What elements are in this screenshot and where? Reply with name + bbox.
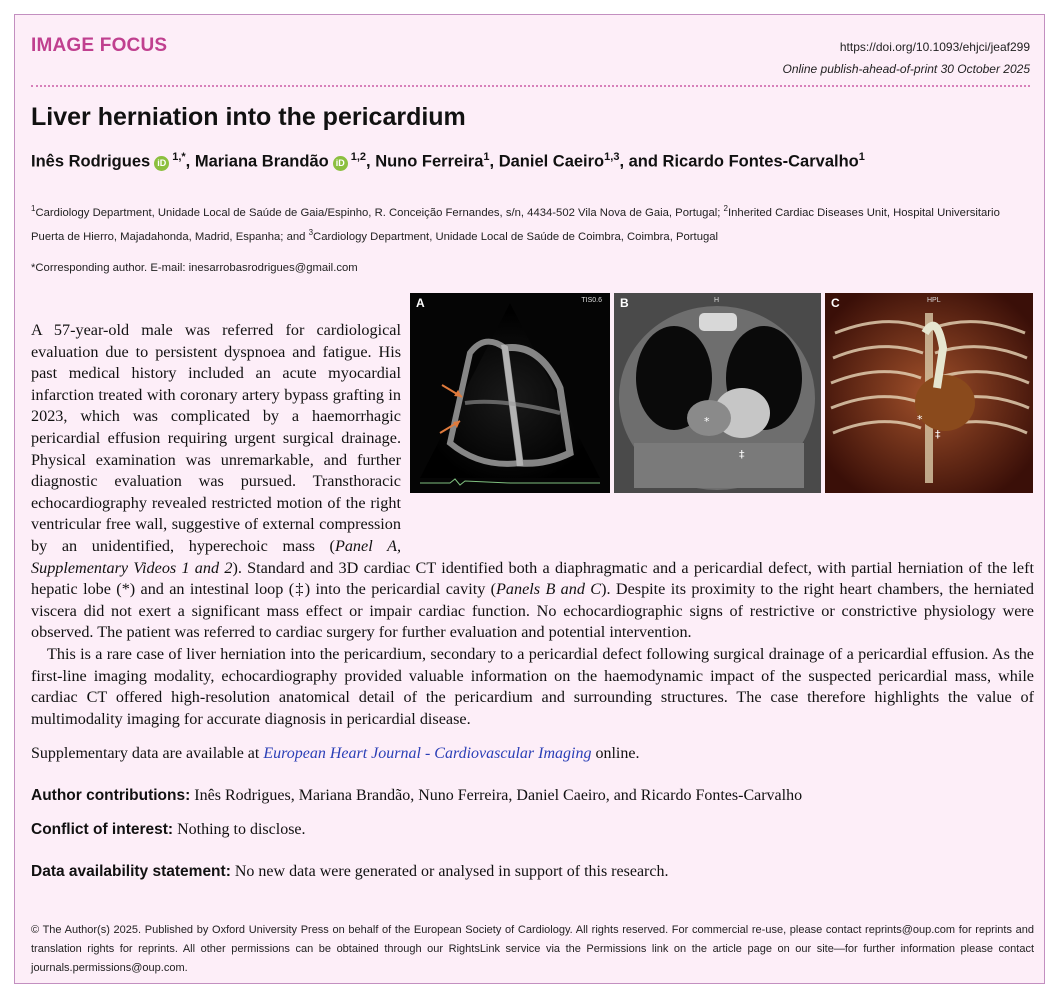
copyright-notice: © The Author(s) 2025. Published by Oxford University Press on behalf of the European Society of Cardiology. All rights reserved. For commercial re-use, please contact reprints@oup.com for reprints and translation rights for reprints. All other permissions can be obtained through our RightsLink service via the Permissions link on the article page on our site—for further information please contact journals.permissions@oup.com. bbox=[31, 924, 1034, 974]
author-name[interactable]: Nuno Ferreira bbox=[375, 152, 484, 171]
panel-letter: C bbox=[831, 296, 840, 310]
orcid-icon[interactable]: iD bbox=[333, 156, 348, 171]
author-list: Inês Rodrigues iD $^{1,*}$, Mariana Brandão iD $^{1,2}$, Nuno Ferreira$^1$, Daniel Caeiro$^{1,3}$, and Ricardo Fontes-Carvalho$^1$ bbox=[31, 151, 865, 171]
panel-letter: B bbox=[620, 296, 629, 310]
author-affiliation-sup: 1,3 bbox=[604, 151, 620, 163]
asterisk-mark: * bbox=[917, 413, 923, 426]
author-name[interactable]: Ricardo Fontes-Carvalho bbox=[662, 152, 859, 171]
dagger-mark: ‡ bbox=[935, 428, 941, 441]
supplementary-note: Supplementary data are available at European Heart Journal - Cardiovascular Imaging online. bbox=[31, 745, 640, 762]
author-name[interactable]: Inês Rodrigues bbox=[31, 152, 151, 171]
article-page bbox=[14, 14, 1045, 984]
author-name[interactable]: Daniel Caeiro bbox=[498, 152, 605, 171]
body-paragraph-1: A 57-year-old male was referred for cardiological evaluation due to persistent dyspnoea and fatigue. His past medical history included an acute myocardial infarction treated with coronary artery bypass grafting in 2023, which was complicated by a haemorrhagic pericardial effusion requiring urgent surgical drainage. Physical examination was unremarkable, and further diagnostic evaluation was pursued. Transthoracic echocardiography revealed restricted motion of the right ventricular free wall, suggestive of external compression by an unidentified, hyperechoic mass (Panel A, Supplementary Videos 1 and 2). Standard and 3D cardiac CT identified both a diaphragmatic and a pericardial defect, with partial herniation of the left hepatic lobe (*) and an intestinal loop (‡) into the pericardial cavity (Panels B and C). Despite its proximity to the right heart chambers, the herniated viscera did not exert a significant mass effect or impair cardiac function. No echocardiographic signs of restrictive or constrictive physiology were observed. The patient was referred to cardiac surgery for further evaluation and potential intervention. bbox=[31, 321, 1034, 642]
doi-link[interactable]: https://doi.org/10.1093/ehjci/jeaf299 bbox=[839, 40, 1030, 54]
data-availability: Data availability statement: No new data were generated or analysed in support of this research. bbox=[31, 863, 669, 880]
panel-reference[interactable]: Panel A, Supplementary Videos 1 and 2 bbox=[31, 536, 402, 577]
article-title: Liver herniation into the pericardium bbox=[31, 103, 466, 131]
body-paragraph-2: This is a rare case of liver herniation into the pericardium, secondary to a pericardial defect following surgical drainage of a pericardial effusion. As the first-line imaging modality, echocardiography provided valuable information on the haemodynamic impact of the suspected pericardial mass, while cardiac CT offered high-resolution anatomical detail of the pericardium and surrounding structures. The case therefore highlights the value of multimodality imaging for accurate diagnosis in pericardial disease. bbox=[31, 644, 1034, 728]
journal-link[interactable]: European Heart Journal - Cardiovascular Imaging bbox=[263, 745, 592, 762]
dotted-divider bbox=[31, 85, 1030, 87]
author-affiliation-sup: 1 bbox=[483, 151, 490, 163]
publish-date: Online publish-ahead-of-print 30 October 2025 bbox=[782, 62, 1030, 76]
orcid-icon[interactable]: iD bbox=[154, 156, 169, 171]
author-name[interactable]: Mariana Brandão bbox=[194, 152, 329, 171]
conflict-of-interest: Conflict of interest: Nothing to disclose. bbox=[31, 821, 306, 838]
panel-reference[interactable]: Panels B and C bbox=[496, 580, 602, 599]
article-body bbox=[31, 320, 1034, 730]
asterisk-mark: * bbox=[704, 415, 710, 428]
panel-tag: TIS0.6 bbox=[581, 297, 602, 304]
panel-letter: A bbox=[416, 296, 425, 310]
panel-tag: HPL bbox=[927, 297, 941, 304]
section-label: IMAGE FOCUS bbox=[31, 35, 168, 56]
author-affiliation-sup: 1 bbox=[858, 151, 865, 163]
author-affiliation-sup: 1,* bbox=[172, 151, 186, 163]
figure-spacer bbox=[401, 320, 1034, 544]
dagger-mark: ‡ bbox=[739, 448, 745, 461]
panel-tag: H bbox=[714, 297, 720, 304]
author-affiliation-sup: 1,2 bbox=[350, 151, 367, 163]
affiliations: $^1$Cardiology Department, Unidade Local de Saúde de Gaia/Espinho, R. Conceição Fernandes, s/n, 4434-502 Vila Nova de Gaia, Portugal; $^2$Inherited Cardiac Diseases Unit, Hospital Universitario Puerta de Hierro, Majadahonda, Madrid, Espanha; and $^3$Cardiology Department, Unidade Local de Saúde de Coimbra, Coimbra, Portugal bbox=[31, 204, 1000, 243]
author-contributions: Author contributions: Inês Rodrigues, Mariana Brandão, Nuno Ferreira, Daniel Caeiro, and Ricardo Fontes-Carvalho bbox=[31, 787, 803, 804]
corresponding-author: *Corresponding author. E-mail: inesarrobasrodrigues@gmail.com bbox=[31, 262, 358, 274]
